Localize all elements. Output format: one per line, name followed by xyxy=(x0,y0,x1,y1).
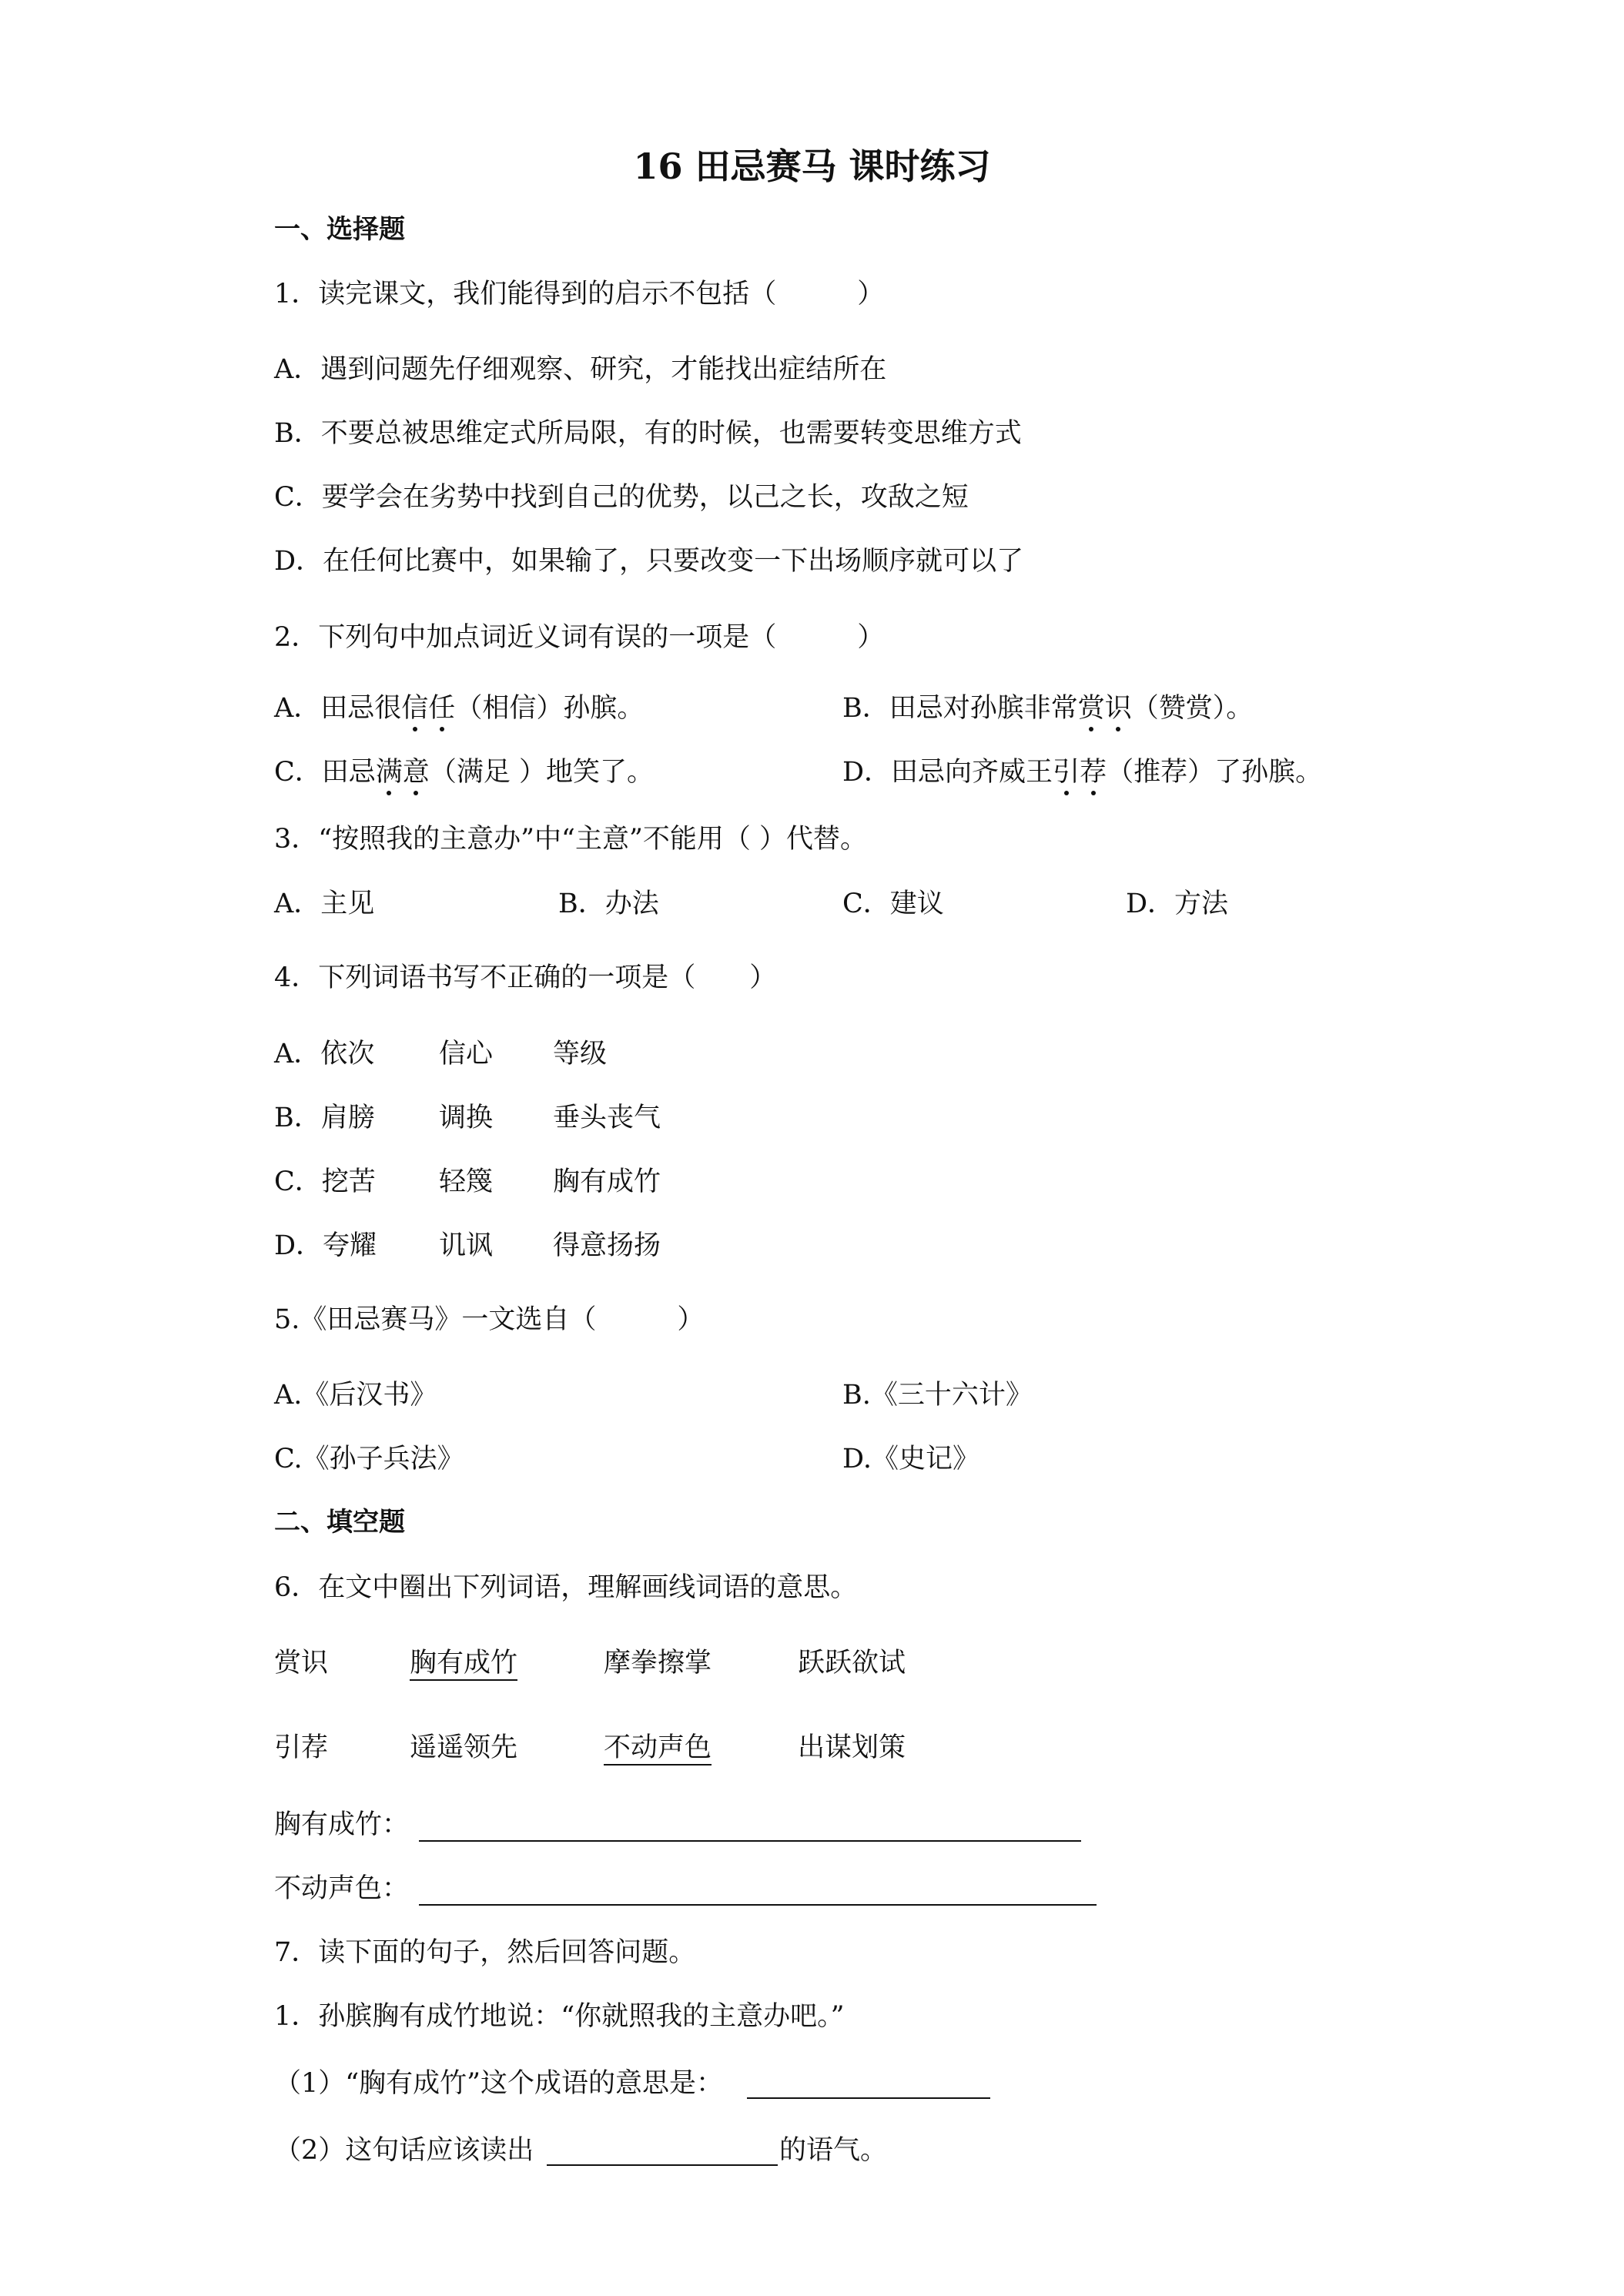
question-4-option-b-label: B．肩膀 xyxy=(274,1103,375,1133)
vocab-word: 引荐 xyxy=(274,1732,329,1763)
question-5-option-c: C.《孙子兵法》 xyxy=(274,1444,464,1474)
question-1-stem: 1．读完课文，我们能得到的启示不包括（ ） xyxy=(274,279,885,310)
question-4-option-a-word: 信心 xyxy=(439,1039,494,1069)
emphasis-dot-char: 引 xyxy=(1053,757,1080,788)
vocab-word: 跃跃欲试 xyxy=(798,1648,906,1678)
question-3-option-b: B．办法 xyxy=(558,889,659,919)
question-4-option-c-word: 轻篾 xyxy=(439,1166,494,1197)
answer-blank[interactable] xyxy=(547,2164,778,2166)
question-1-option-c: C．要学会在劣势中找到自己的优势，以己之长，攻敌之短 xyxy=(274,482,969,513)
question-7-part-1: （1）“胸有成竹”这个成语的意思是： xyxy=(274,2068,724,2099)
question-7-part-2-prefix: （2）这句话应该读出 xyxy=(274,2135,534,2166)
question-4-option-b-word: 调换 xyxy=(439,1103,494,1133)
question-3-stem: 3．“按照我的主意办”中“主意”不能用（ ）代替。 xyxy=(274,824,867,855)
question-4-option-d-label: D．夸耀 xyxy=(274,1230,377,1261)
answer-blank[interactable] xyxy=(747,2097,990,2099)
vocab-word: 出谋划策 xyxy=(798,1732,906,1763)
vocab-word: 摩拳擦掌 xyxy=(604,1648,712,1678)
question-4-option-c-label: C．挖苦 xyxy=(274,1166,376,1197)
question-1-option-b: B．不要总被思维定式所局限，有的时候，也需要转变思维方式 xyxy=(274,418,1022,449)
question-7-part-2-suffix: 的语气。 xyxy=(779,2135,888,2166)
answer-blank[interactable] xyxy=(419,1904,1097,1906)
question-3-option-d: D．方法 xyxy=(1126,889,1229,919)
question-3-option-a: A．主见 xyxy=(274,889,375,919)
question-4-option-a-label: A．依次 xyxy=(274,1039,375,1069)
question-4-option-b-word: 垂头丧气 xyxy=(553,1103,661,1133)
question-1-option-d: D．在任何比赛中，如果输了，只要改变一下出场顺序就可以了 xyxy=(274,546,1024,577)
question-4-option-c-word: 胸有成竹 xyxy=(553,1166,661,1197)
emphasis-dot-char: 识 xyxy=(1104,693,1132,724)
question-5-option-b: B.《三十六计》 xyxy=(842,1380,1033,1411)
question-7-sentence: 1．孙膑胸有成竹地说：“你就照我的主意办吧。” xyxy=(274,2001,845,2032)
emphasis-dot-char: 信 xyxy=(401,693,429,724)
question-2-stem: 2．下列句中加点词近义词有误的一项是（ ） xyxy=(274,622,885,653)
question-2-option-d: D．田忌向齐威王引荐（推荐）了孙膑。 xyxy=(842,757,1323,788)
question-2-option-a: A．田忌很信任（相信）孙膑。 xyxy=(274,693,645,724)
emphasis-dot-char: 荐 xyxy=(1080,757,1107,788)
question-3-option-c: C．建议 xyxy=(842,889,944,919)
section-heading-fill: 二、填空题 xyxy=(274,1507,405,1538)
fill-label-1: 胸有成竹： xyxy=(274,1809,410,1840)
question-4-option-d-word: 讥讽 xyxy=(439,1230,494,1261)
question-4-stem: 4．下列词语书写不正确的一项是（ ） xyxy=(274,962,777,993)
vocab-word-underlined: 胸有成竹 xyxy=(410,1646,517,1680)
question-6-stem: 6．在文中圈出下列词语，理解画线词语的意思。 xyxy=(274,1572,858,1603)
emphasis-dot-char: 赏 xyxy=(1077,693,1105,724)
question-1-option-a: A．遇到问题先仔细观察、研究，才能找出症结所在 xyxy=(274,354,887,385)
question-2-option-c: C．田忌满意（满足 ）地笑了。 xyxy=(274,757,654,788)
emphasis-dot-char: 满 xyxy=(375,757,403,788)
question-5-option-d: D.《史记》 xyxy=(842,1444,979,1474)
emphasis-dot-char: 任 xyxy=(428,693,456,724)
page-title: 16 田忌赛马 课时练习 xyxy=(633,146,991,187)
vocab-word: 遥遥领先 xyxy=(410,1732,518,1763)
question-5-option-a: A.《后汉书》 xyxy=(274,1380,437,1411)
fill-label-2: 不动声色： xyxy=(274,1873,410,1904)
question-7-stem: 7．读下面的句子，然后回答问题。 xyxy=(274,1937,696,1968)
vocab-word-underlined: 不动声色 xyxy=(604,1731,712,1765)
emphasis-dot-char: 意 xyxy=(402,757,430,788)
question-2-option-b: B．田忌对孙膑非常赏识（赞赏）。 xyxy=(842,693,1254,724)
question-4-option-a-word: 等级 xyxy=(553,1039,608,1069)
question-5-stem: 5.《田忌赛马》一文选自（ ） xyxy=(274,1304,705,1335)
answer-blank[interactable] xyxy=(419,1840,1081,1842)
section-heading-choice: 一、选择题 xyxy=(274,214,405,245)
question-4-option-d-word: 得意扬扬 xyxy=(553,1230,661,1261)
vocab-word: 赏识 xyxy=(274,1648,329,1678)
